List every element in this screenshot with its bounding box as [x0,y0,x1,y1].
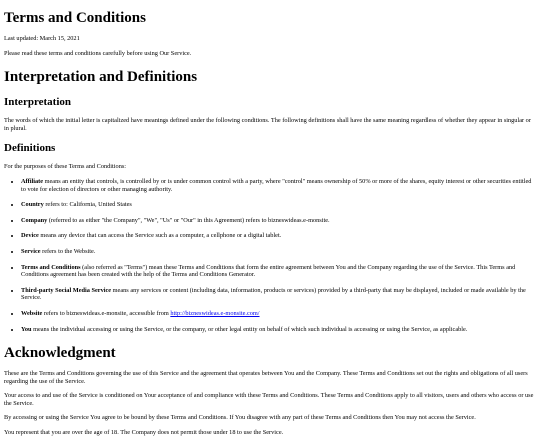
last-updated: Last updated: March 15, 2021 [4,35,80,42]
definition-text: means the individual accessing or using the Service, or the company, or other legal entity on behalf of which such individual is accessing or using the Service, as applicable. [31,325,468,333]
acknowledgment-paragraph: Your access to and use of the Service is conditioned on Your acceptance of and compliance with these Terms and Conditions. These Terms and Conditions apply to all visitors, users and others who access or use the Service. [4,392,534,407]
definition-text: refers to: California, United States [43,201,132,209]
acknowledgment-paragraph: By accessing or using the Service You agree to be bound by these Terms and Conditions. If You disagree with any part of these Terms and Conditions then You may not access the Service. [4,414,476,422]
definition-you [21,326,536,334]
definition-service [21,248,536,256]
acknowledgment-paragraph: You represent that you are over the age of 18. The Company does not permit those under 18 to use the Service. [4,429,284,437]
definition-term: Service [21,247,41,255]
definition-text: refers to bizneswideas.e-monsite, accessible from [42,309,171,317]
definitions-intro: For the purposes of these Terms and Conditions: [4,163,127,171]
website-link[interactable]: http://bizneswideas.e-monsite.com/ [170,309,260,317]
definition-text: means any device that can access the Service such as a computer, a cellphone or a digital tablet. [38,232,282,240]
definitions-heading: Definitions [4,142,56,155]
acknowledgment-paragraph: These are the Terms and Conditions governing the use of this Service and the agreement that operates between You and the Company. These Terms and Conditions set out the rights and obligations of all users regarding the use of the Service. [4,370,528,385]
definition-term: Device [21,232,39,240]
definition-term: You [21,325,32,333]
definition-device [21,232,536,240]
definition-website [21,310,536,318]
definition-term: Affiliate [21,177,44,185]
definition-company [21,217,536,225]
definition-term: Website [21,309,43,317]
definition-terms-and-conditions [21,264,536,279]
definition-term: Third-party Social Media Service [21,286,112,294]
interpretation-heading: Interpretation [4,96,72,109]
definition-term: Company [21,216,48,224]
definitions-list [4,178,536,333]
definition-country [21,201,536,209]
definition-third-party-social-media-service [21,287,536,302]
definition-text: means an entity that controls, is controlled by or is under common control with a party, where "control" means ownership of 50% or more of the shares, equity interest or other securities entitled to vote for election of directors or other managing authority. [21,177,532,193]
definition-term: Country [21,201,44,209]
definition-text: means any services or content (including data, information, products or services) provided by a third-party that may be displayed, included or made available by the Service. [21,286,526,302]
definition-text: (also referred as "Terms") mean these Terms and Conditions that form the entire agreement between You and the Company regarding the use of the Service. This Terms and Conditions agreement has been created with the help of the Terms and Conditions Generator. [21,263,516,279]
interpretation-text: The words of which the initial letter is capitalized have meanings defined under the following conditions. The following definitions shall have the same meaning regardless of whether they appear in singular or in plural. [4,117,531,132]
definition-affiliate [21,178,536,193]
definition-text: refers to the Website. [40,247,96,255]
page-title: Terms and Conditions [4,10,146,26]
interpretation-definitions-heading: Interpretation and Definitions [4,69,198,86]
definition-text: (referred to as either "the Company", "We", "Us" or "Our" in this Agreement) refers to bizneswideas.e-monsite. [47,216,330,224]
acknowledgment-heading: Acknowledgment [4,345,116,362]
intro-text: Please read these terms and conditions carefully before using Our Service. [4,49,192,57]
definition-term: Terms and Conditions [21,263,81,271]
